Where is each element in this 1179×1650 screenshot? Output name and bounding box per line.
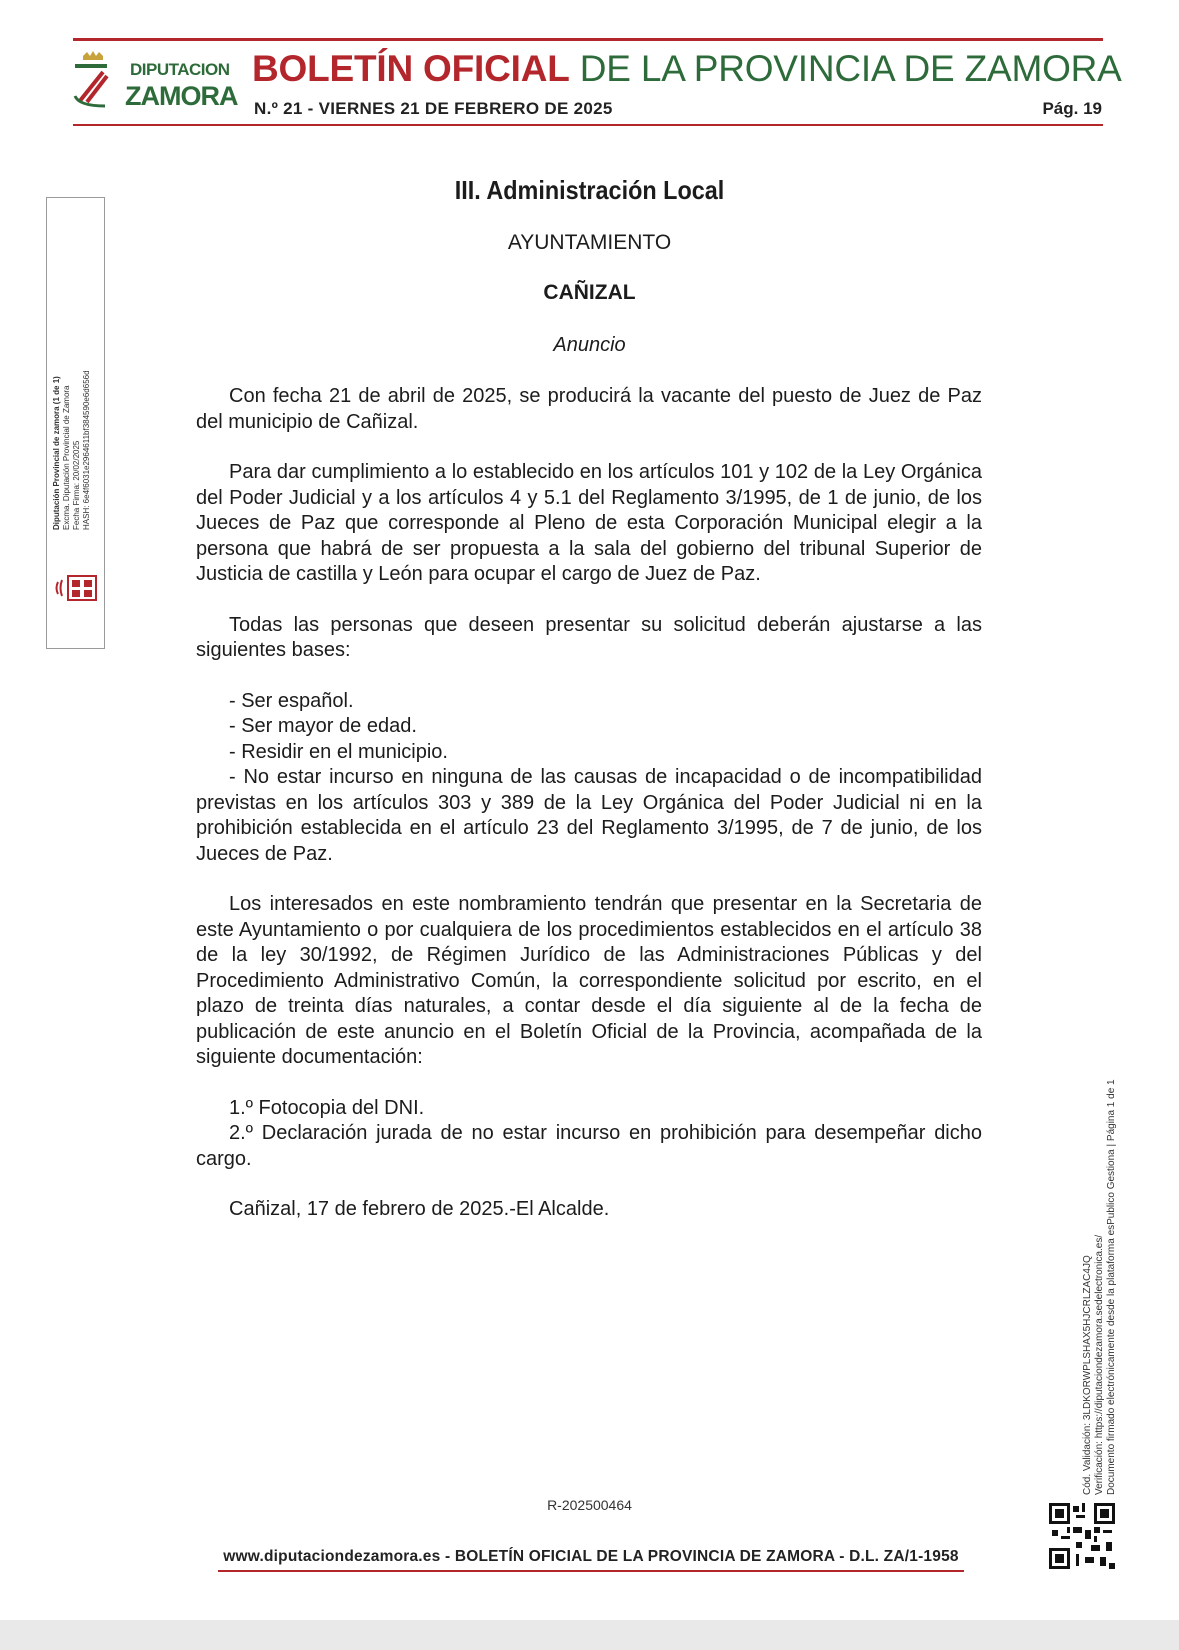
crown-z-icon [73,50,113,110]
documentation-item: 2.º Declaración jurada de no estar incurso en prohibición para desempeñar dicho cargo. [196,1122,982,1170]
requirement-item: - Ser mayor de edad. [196,714,982,740]
masthead-bold: BOLETÍN OFICIAL [252,48,570,89]
masthead-rest: DE LA PROVINCIA DE ZAMORA [569,48,1122,89]
validation-line-2: Verificación: https://diputaciondezamora.sedelectronica.es/ [1094,1234,1105,1495]
requirement-item: - Ser español. [196,689,982,715]
documentation-list [196,1096,982,1173]
section-title: III. Administración Local [454,175,725,205]
header-top-rule [73,38,1103,41]
paragraph-submission: Los interesados en este nombramiento tendrán que presentar en la Secretaria de este Ayuntamiento o por cualquiera de los procedimientos establecidos en el artículo 38 de la ley 30/1992, de Régimen Jurídico de las Administraciones Públicas y del Procedimiento Administrativo Común, la correspondiente solicitud por escrito, en el plazo de treinta días naturales, a contar desde el día siguiente al de la fecha de publicación de este anuncio en el Boletín Oficial de la Provincia, acompañada de la siguiente documentación: [196,893,982,1068]
requirement-item: - No estar incurso en ninguna de las causas de incapacidad o de incompatibilidad previstas en los artículos 303 y 389 de la Ley Orgánica del Poder Judicial ni en la prohibición establecida en el artículo 23 del Reglamento 3/1995, de 7 de junio, de los Jueces de Paz. [196,765,982,867]
diputacion-logo [73,48,243,114]
seal-icon [54,572,100,604]
requirement-item: - Residir en el municipio. [196,740,982,766]
municipality-heading: CAÑIZAL [543,281,636,304]
signature-text [52,370,92,530]
validation-text [1082,1079,1118,1495]
paragraph-requirements-intro: Todas las personas que deseen presentar su solicitud deberán ajustarse a las siguientes bases: [196,613,982,661]
footer-rule [218,1570,964,1572]
closing-signature: Cañizal, 17 de febrero de 2025.-El Alcalde. [229,1198,610,1220]
announcement-type: Anuncio [553,334,626,356]
page-number: Pág. 19 [1042,99,1102,118]
logo-text-diputacion: DIPUTACION [130,60,230,79]
paragraph-legal-basis: Para dar cumplimiento a lo establecido en los artículos 101 y 102 de la Ley Orgánica del Poder Judicial y a los artículos 4 y 5.1 del Reglamento 3/1995, de 1 de junio, de los Jueces de Paz que corresponde al Pleno de esta Corporación Municipal elegir a la persona que habrá de ser propuesta a la sala del gobierno del tribunal Superior de Justicia de castilla y León para ocupar el cargo de Juez de Paz. [196,461,982,585]
logo-text-zamora: ZAMORA [125,81,238,111]
header-bottom-rule [73,124,1103,126]
validation-line-3: Documento firmado electrónicamente desde la plataforma esPublico Gestiona | Página 1 de 1 [1106,1079,1117,1495]
page-edge [0,1620,1179,1650]
reference-number: R-202500464 [547,1497,632,1513]
announcement-body [196,384,982,1248]
organism-heading: AYUNTAMIENTO [507,231,672,254]
signature-line-3: Fecha Firma: 20/02/2025 [72,440,81,530]
paragraph-vacancy: Con fecha 21 de abril de 2025, se producirá la vacante del puesto de Juez de Paz del municipio de Cañizal. [196,385,982,433]
signature-line-1: Diputación Provincial de zamora (1 de 1) [52,376,61,530]
documentation-item: 1.º Fotocopia del DNI. [229,1096,425,1119]
issue-line: N.º 21 - VIERNES 21 DE FEBRERO DE 2025 [254,99,613,118]
validation-line-1: Cód. Validación: 3LDKORWPLSHAX5HJCRLZAC4JQ [1082,1255,1093,1495]
requirements-list [196,689,982,868]
footer-text: www.diputaciondezamora.es - BOLETÍN OFICIAL DE LA PROVINCIA DE ZAMORA - D.L. ZA/1-1958 [223,1548,959,1565]
masthead-title [252,48,1122,90]
signature-line-2: Excma. Diputación Provincial de Zamora [62,385,71,530]
signature-line-4: HASH: 6e4f6031e2964611bf384590e6d656d [82,370,91,530]
